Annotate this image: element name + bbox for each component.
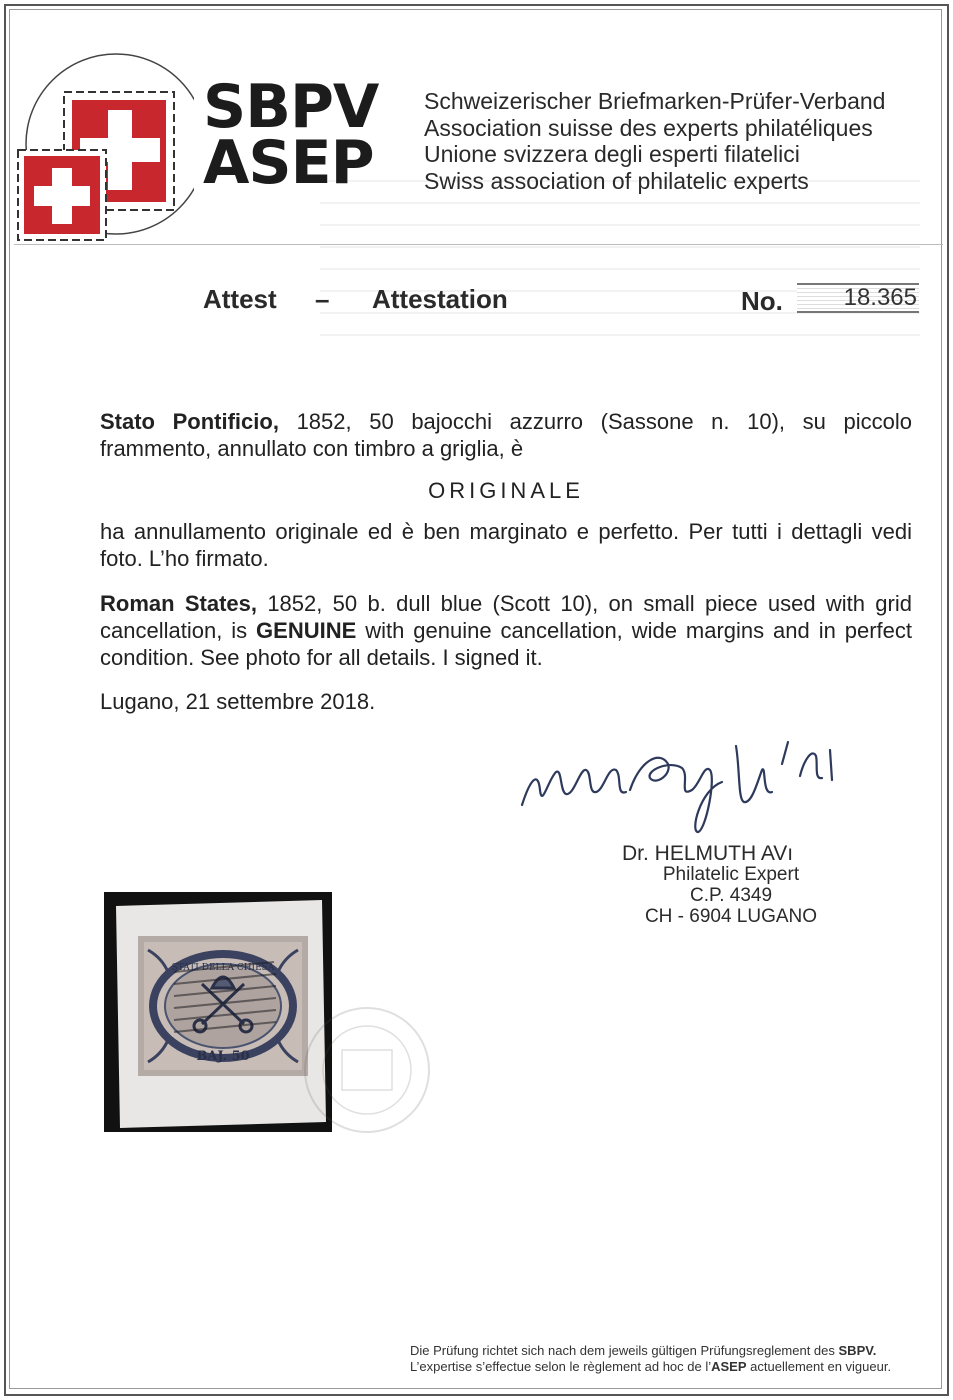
footer-de-text: Die Prüfung richtet sich nach dem jeweils gültigen Prüfungsreglement des <box>410 1343 839 1358</box>
association-names <box>424 88 885 194</box>
italian-condition: ha annullamento originale ed è ben marginato e perfetto. Per tutti i dettagli vedi foto. L’ho firmato. <box>100 519 912 571</box>
footer-fr <box>410 1359 930 1375</box>
english-subject: Roman States, <box>100 591 258 616</box>
footer-fr-org: ASEP <box>711 1359 747 1374</box>
association-name-en: Swiss association of philatelic experts <box>424 167 809 194</box>
expert-address-stamp <box>596 843 866 927</box>
title-attest: Attest <box>203 284 277 314</box>
expert-name: Dr. HELMUTH AVı <box>622 842 794 865</box>
expert-address: CH - 6904 LUGANO <box>644 906 818 927</box>
expert-signature <box>500 720 860 840</box>
stamp-top-text: STATI DELLA CHIESA <box>171 963 275 973</box>
verdict-originale: ORIGINALE <box>428 478 584 503</box>
date-line: Lugano, 21 settembre 2018. <box>100 689 376 714</box>
verdict-genuine: GENUINE <box>256 618 357 643</box>
expert-po-box: C.P. 4349 <box>689 885 773 906</box>
title-attestation: Attestation <box>372 284 508 314</box>
english-description-part1: 1852, 50 b. dull blue (Scott 10), on small piece used with grid cancellation, is <box>100 591 912 643</box>
footer-legal-note <box>410 1343 930 1375</box>
footer-de <box>410 1343 930 1359</box>
italian-description <box>100 408 912 462</box>
brand-sbpv: SBPV <box>203 72 379 142</box>
stamp-value-text: BAJ. 50 <box>196 1049 250 1064</box>
title-dash: – <box>315 284 330 314</box>
certificate-number: 18.365 <box>797 283 919 313</box>
english-description <box>100 590 912 671</box>
italian-description-text: 1852, 50 bajocchi azzurro (Sassone n. 10), su piccolo frammento, annullato con timbro a griglia, è <box>100 409 912 461</box>
brand-logotype <box>203 72 379 198</box>
italian-subject: Stato Pontificio, <box>100 409 279 434</box>
association-name-fr: Association suisse des experts philatéliques <box>424 114 873 141</box>
footer-fr-text: L’expertise s’effectue selon le règlement ad hoc de l’ <box>410 1359 712 1374</box>
certificate-number-label: No. <box>741 286 783 316</box>
association-name-de: Schweizerischer Briefmarken-Prüfer-Verband <box>424 88 886 114</box>
swiss-cross-stamp-logo <box>14 44 194 244</box>
footer-de-org: SBPV. <box>838 1343 877 1358</box>
footer-fr-text-end: actuellement en vigueur. <box>746 1359 892 1374</box>
header-divider <box>14 244 943 245</box>
association-name-it: Unione svizzera degli esperti filatelici <box>424 141 800 167</box>
brand-asep: ASEP <box>203 128 374 198</box>
english-description-part2: with genuine cancellation, wide margins and in perfect condition. See photo for all details. I signed it. <box>100 618 912 670</box>
expert-title: Philatelic Expert <box>662 864 800 885</box>
embossed-seal-watermark <box>282 990 452 1150</box>
